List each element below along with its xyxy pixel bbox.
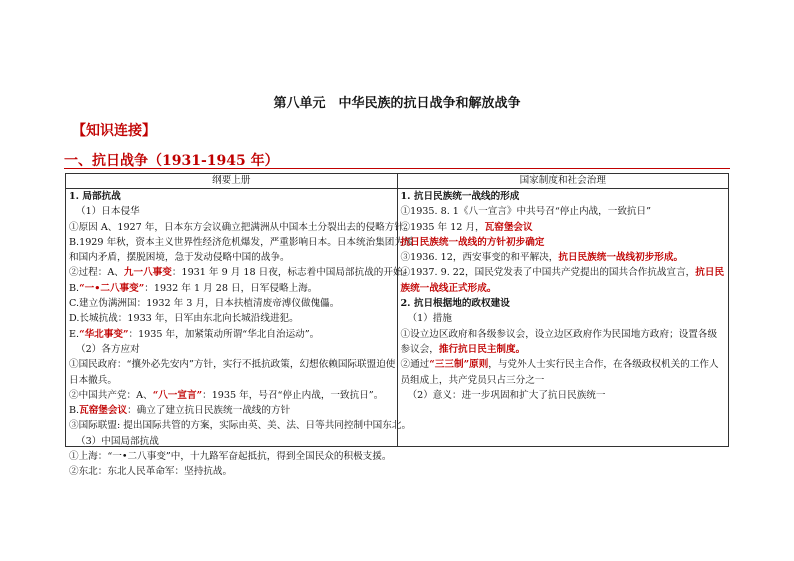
left-sub-3: （3）中国局部抗战 (76, 435, 159, 447)
page-title: 第八单元 中华民族的抗日战争和解放战争 (273, 96, 521, 111)
right-line: ②1935 年 12 月，瓦窑堡会议 (400, 221, 533, 233)
section-heading (64, 150, 279, 170)
left-line: ②东北：东北人民革命军：坚持抗战。 (69, 466, 233, 478)
right-cell (397, 189, 729, 447)
highlight: “三三制”原则 (429, 359, 489, 371)
left-line: D.长城抗战：1933 年，日军由东北向长城沿线进犯。 (69, 313, 299, 325)
section-heading-label: 一、抗日战争 (64, 153, 148, 169)
left-line: E.“华北事变”：1935 年，加紧策动所谓“华北自治运动”。 (69, 328, 320, 340)
right-line: ④1937. 9. 22，国民党发表了中国共产党提出的国共合作抗战宣言，抗日民族统一战线正式形成。 (400, 267, 725, 294)
right-heading-1: 1. 抗日民族统一战线的形成 (400, 191, 520, 202)
left-line: 和国内矛盾，摆脱困境，急于发动侵略中国的战争。 (69, 252, 290, 264)
right-sub-1: （1）措施 (407, 313, 452, 325)
highlight: “华北事变” (79, 328, 129, 340)
left-line: ①国民政府：“攘外必先安内”方针，实行不抵抗政策，幻想依赖国际联盟迫使 (69, 359, 396, 371)
left-line: ③国际联盟: 提出国际共管的方案，实际由英、美、法、日等共同控制中国东北。 (69, 420, 412, 432)
left-line: B.1929 年秋，资本主义世界性经济危机爆发，严重影响日本。日本统治集团为缓 (69, 236, 414, 248)
left-line: 日本撤兵。 (69, 374, 117, 386)
right-heading-2: 2. 抗日根据地的政权建设 (400, 298, 510, 310)
highlight: “八一宣言” (152, 389, 203, 401)
right-line: 抗日民族统一战线的方针初步确定 (400, 236, 545, 248)
header-left: 纲要上册 (66, 174, 398, 189)
highlight: 抗日民族统一战线正式形成。 (400, 267, 725, 294)
right-line: ③1936. 12，西安事变的和平解决，抗日民族统一战线初步形成。 (400, 252, 684, 264)
left-sub-2: （2）各方应对 (76, 343, 140, 355)
left-sub-1: （1）日本侵华 (76, 206, 140, 218)
left-line: C.建立伪满洲国：1932 年 3 月，日本扶植清废帝溥仪做傀儡。 (69, 298, 340, 310)
table-header-row (66, 174, 729, 189)
right-line: ①设立边区政府和各级参议会，设立边区政府作为民国地方政府；设置各级参议会，推行抗日民主制度。 (400, 328, 718, 355)
left-line: ①上海：“一•二八事变”中，十九路军奋起抵抗，得到全国民众的积极支援。 (69, 451, 392, 463)
left-line: ②过程：A、九一八事变：1931 年 9 月 18 日夜，标志着中国局部抗战的开始。 (69, 267, 413, 279)
section-heading-years: （1931-1945 年） (148, 153, 279, 169)
left-line: B.瓦窑堡会议：确立了建立抗日民族统一战线的方针 (69, 405, 291, 417)
right-sub-2: （2）意义：进一步巩固和扩大了抗日民族统一 (407, 389, 606, 401)
highlight: 瓦窑堡会议 (79, 405, 128, 417)
left-cell (66, 189, 414, 478)
highlight: 抗日民族统一战线初步形成。 (558, 252, 684, 264)
knowledge-table (65, 173, 729, 478)
left-line: B.“一•二八事变”：1932 年 1 月 28 日，日军侵略上海。 (69, 282, 318, 294)
table-body-row (66, 189, 729, 447)
highlight: 推行抗日民主制度。 (438, 343, 526, 355)
highlight: “一•二八事变” (79, 282, 145, 294)
header-right: 国家制度和社会治理 (397, 174, 729, 189)
left-line: ①原因 A、1927 年，日本东方会议确立把满洲从中国本土分裂出去的侵略方针。 (69, 221, 414, 233)
section-divider (64, 168, 730, 169)
section-knowledge-link: 【知识连接】 (72, 123, 156, 139)
right-line: ②通过“三三制”原则，与党外人士实行民主合作，在各级政权机关的工作人员组成上，共产党员只占三分之一 (400, 359, 719, 386)
left-line: ②中国共产党：A、“八一宣言”：1935 年，号召“停止内战，一致抗日”。 (69, 389, 384, 401)
highlight: 瓦窑堡会议 (484, 221, 533, 233)
right-line: ①1935. 8. 1《八一宣言》中共号召“停止内战，一致抗日” (400, 206, 652, 218)
highlight: 九一八事变 (123, 267, 172, 279)
left-heading-1: 1. 局部抗战 (69, 191, 121, 202)
